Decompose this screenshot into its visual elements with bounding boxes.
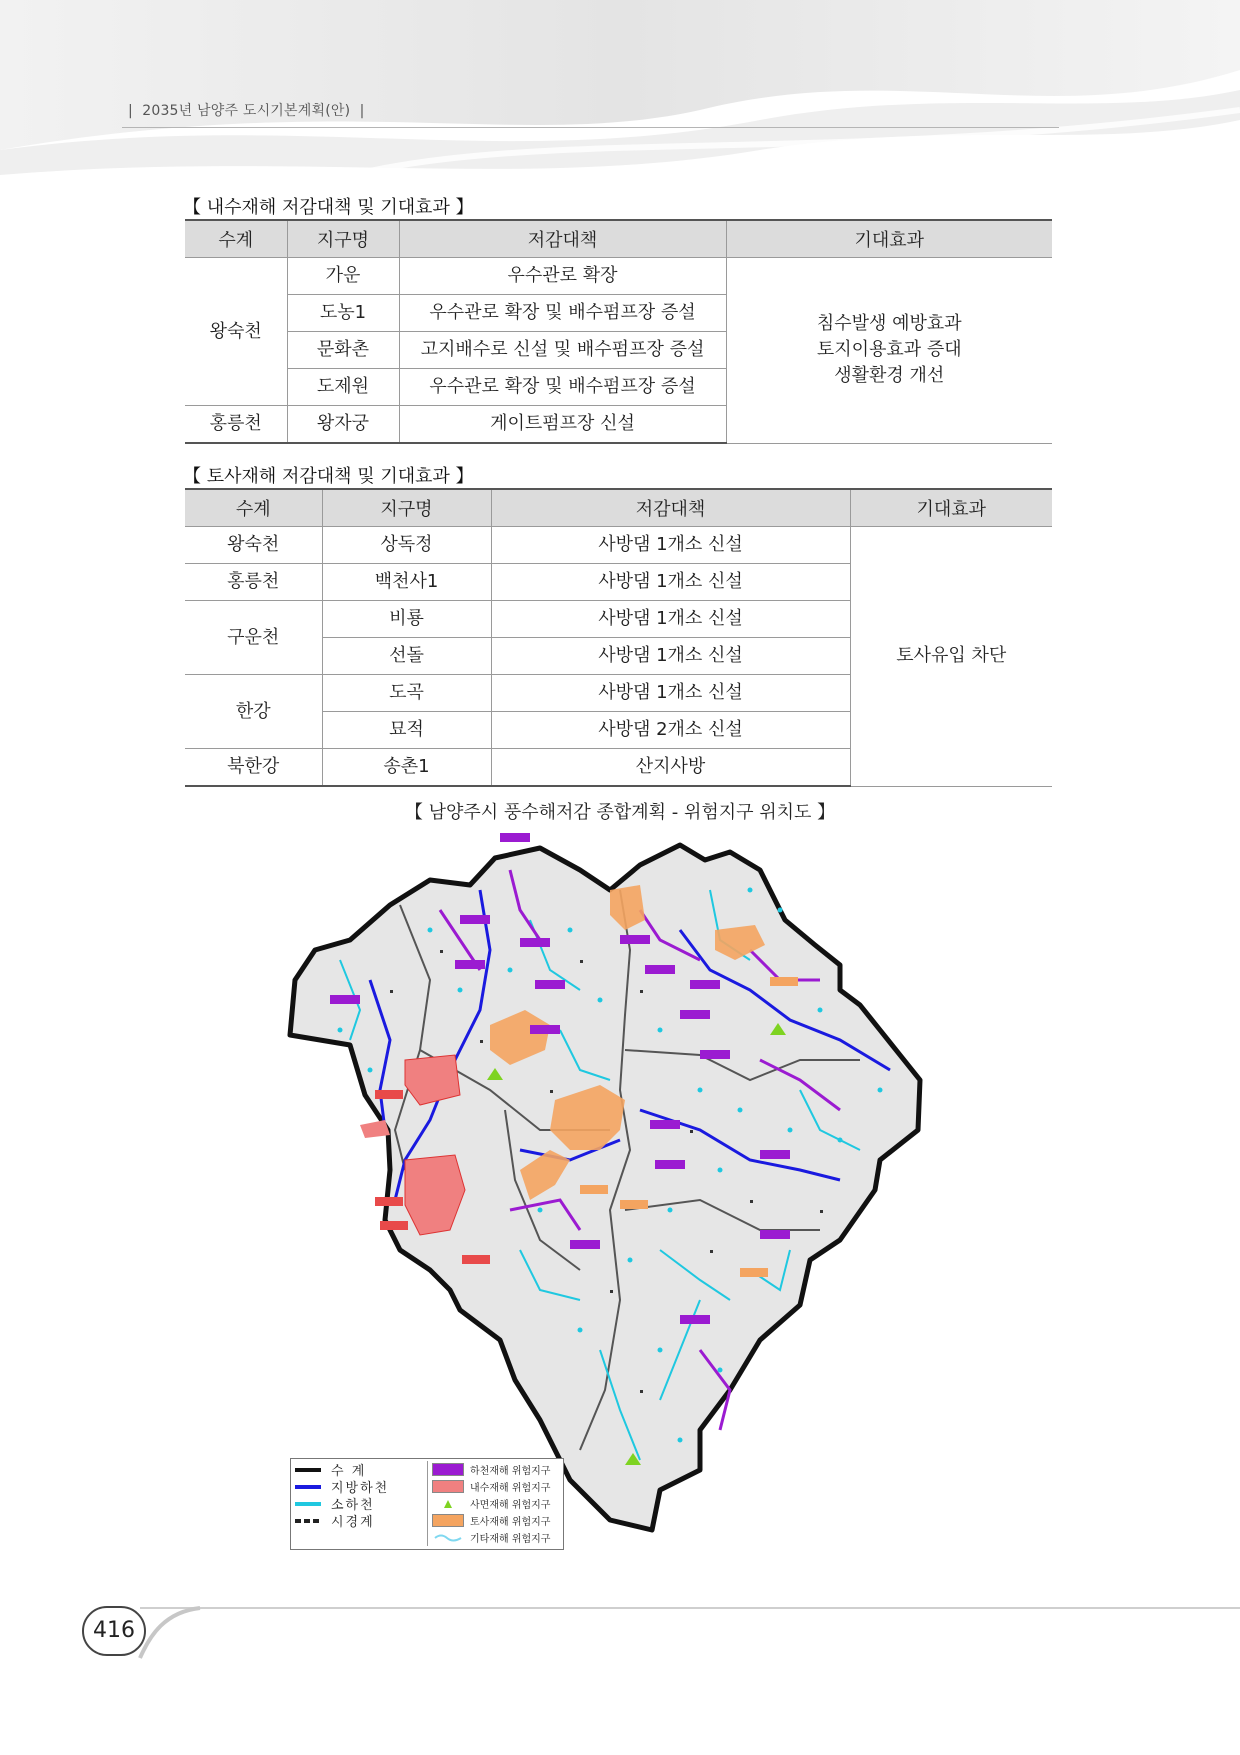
legend-label: 지방하천 <box>331 1481 390 1496</box>
header-title: 2035년 남양주 도시기본계획(안) <box>142 103 351 119</box>
table-header-row <box>185 220 1052 258</box>
measure-cell: 사방댐 1개소 신설 <box>491 601 850 638</box>
legend-item <box>295 1512 389 1529</box>
table-row <box>185 258 1052 295</box>
measure-cell: 고지배수로 신설 및 배수펌프장 증설 <box>399 332 726 369</box>
legend-swatch <box>295 1502 321 1506</box>
header-wave-decoration <box>0 0 1240 190</box>
district-cell: 도농1 <box>287 295 399 332</box>
header-cell: 수계 <box>185 220 287 258</box>
stream-cell: 왕숙천 <box>185 258 287 406</box>
legend-label: 사면재해 위험지구 <box>470 1500 551 1511</box>
stream-cell: 왕숙천 <box>185 527 322 564</box>
stream-cell: 북한강 <box>185 749 322 787</box>
legend-item <box>432 1529 550 1546</box>
legend-item <box>432 1495 550 1512</box>
legend-swatch <box>432 1514 464 1527</box>
effect-line: 생활환경 개선 <box>834 365 945 387</box>
legend-swatch <box>432 1497 464 1510</box>
measure-cell: 사방댐 1개소 신설 <box>491 564 850 601</box>
legend-swatch <box>295 1485 321 1489</box>
measure-cell: 사방댐 2개소 신설 <box>491 712 850 749</box>
effect-cell: 토사유입 차단 <box>850 527 1052 787</box>
table-row <box>185 527 1052 564</box>
map-title: 【 남양주시 풍수해저감 종합계획 - 위험지구 위치도 】 <box>404 802 836 823</box>
district-cell: 도곡 <box>322 675 491 712</box>
district-cell: 도제원 <box>287 369 399 406</box>
wave-icon <box>433 1532 463 1543</box>
footer-rule <box>140 1607 1240 1609</box>
legend-label: 기타재해 위험지구 <box>470 1534 551 1545</box>
header-cell: 기대효과 <box>850 489 1052 527</box>
header-bar-left: | <box>128 103 133 119</box>
effect-cell <box>726 258 1052 444</box>
legend-areas <box>427 1461 550 1546</box>
page-number: 416 <box>82 1606 146 1656</box>
measure-cell: 사방댐 1개소 신설 <box>491 527 850 564</box>
legend-lines <box>295 1461 389 1529</box>
table-header-row <box>185 489 1052 527</box>
header-cell: 수계 <box>185 489 322 527</box>
table2-title: 【 토사재해 저감대책 및 기대효과 】 <box>183 466 474 487</box>
measure-cell: 사방댐 1개소 신설 <box>491 638 850 675</box>
district-cell: 선돌 <box>322 638 491 675</box>
district-cell: 문화촌 <box>287 332 399 369</box>
legend-label: 토사재해 위험지구 <box>470 1517 551 1528</box>
header-rule <box>122 127 1059 128</box>
header-cell: 지구명 <box>287 220 399 258</box>
effect-line: 침수발생 예방효과 <box>816 313 962 335</box>
inundation-measures-table <box>185 219 1052 444</box>
legend-item <box>295 1495 389 1512</box>
legend-label: 하천재해 위험지구 <box>470 1466 551 1477</box>
district-cell: 묘적 <box>322 712 491 749</box>
stream-cell: 홍릉천 <box>185 564 322 601</box>
legend-item <box>432 1461 550 1478</box>
running-header <box>128 100 365 120</box>
legend-swatch <box>432 1463 464 1476</box>
legend-label: 수 계 <box>331 1464 367 1479</box>
district-cell: 가운 <box>287 258 399 295</box>
measure-cell: 우수관로 확장 및 배수펌프장 증설 <box>399 369 726 406</box>
legend-swatch <box>432 1480 464 1493</box>
measure-cell: 우수관로 확장 <box>399 258 726 295</box>
legend-item <box>432 1478 550 1495</box>
measure-cell: 사방댐 1개소 신설 <box>491 675 850 712</box>
district-cell: 송촌1 <box>322 749 491 787</box>
header-cell: 기대효과 <box>726 220 1052 258</box>
map-legend <box>290 1458 564 1550</box>
stream-cell: 홍릉천 <box>185 406 287 444</box>
district-cell: 백천사1 <box>322 564 491 601</box>
stream-cell: 한강 <box>185 675 322 749</box>
district-cell: 상독정 <box>322 527 491 564</box>
header-cell: 지구명 <box>322 489 491 527</box>
inundation-hazard-area <box>360 1120 390 1138</box>
effect-line: 토지이용효과 증대 <box>816 339 962 361</box>
legend-item <box>432 1512 550 1529</box>
header-bar-right: | <box>359 103 365 119</box>
legend-swatch <box>295 1468 321 1472</box>
legend-item <box>295 1461 389 1478</box>
legend-label: 내수재해 위험지구 <box>470 1483 551 1494</box>
legend-swatch <box>295 1519 321 1523</box>
legend-item <box>295 1478 389 1495</box>
measure-cell: 우수관로 확장 및 배수펌프장 증설 <box>399 295 726 332</box>
legend-swatch <box>432 1531 464 1544</box>
measure-cell: 산지사방 <box>491 749 850 787</box>
measure-cell: 게이트펌프장 신설 <box>399 406 726 444</box>
stream-cell: 구운천 <box>185 601 322 675</box>
header-cell: 저감대책 <box>399 220 726 258</box>
legend-label: 시경계 <box>331 1515 375 1530</box>
district-cell: 왕자궁 <box>287 406 399 444</box>
hazard-district-map <box>280 830 930 1550</box>
legend-label: 소하천 <box>331 1498 375 1513</box>
triangle-icon <box>433 1498 463 1509</box>
sediment-measures-table <box>185 488 1052 787</box>
district-cell: 비룡 <box>322 601 491 638</box>
header-cell: 저감대책 <box>491 489 850 527</box>
table1-title: 【 내수재해 저감대책 및 기대효과 】 <box>183 197 474 218</box>
